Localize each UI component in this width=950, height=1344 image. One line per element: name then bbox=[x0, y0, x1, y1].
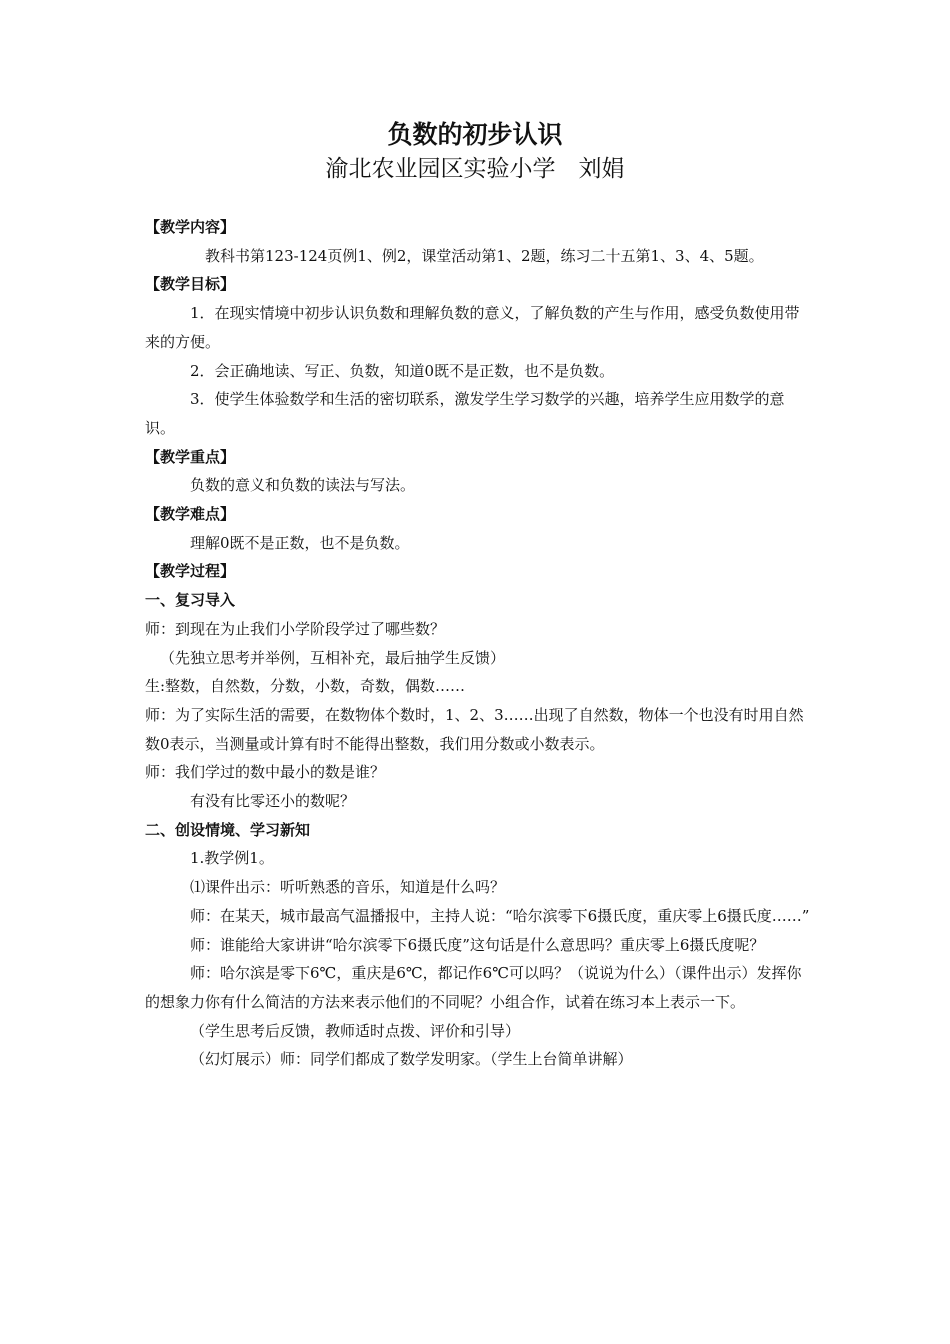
part1-line: 有没有比零还小的数呢？ bbox=[190, 792, 356, 811]
part1-line: （先独立思考并举例，互相补充，最后抽学生反馈） bbox=[160, 648, 506, 667]
content-paragraph: 教科书第123-124页例1、例2，课堂活动第1、2题，练习二十五第1、3、4、5题。 bbox=[205, 246, 764, 265]
section-heading-key: 【教学重点】 bbox=[145, 447, 236, 466]
goal-item: 1．在现实情境中初步认识负数和理解负数的意义，了解负数的产生与作用，感受负数使用带来的方便。 bbox=[145, 304, 800, 351]
goal-item: 2．会正确地读、写正、负数，知道0既不是正数，也不是负数。 bbox=[190, 361, 615, 380]
part2-line: 师：在某天，城市最高气温播报中，主持人说：“哈尔滨零下6摄氏度，重庆零上6摄氏度……” bbox=[190, 906, 810, 925]
goal-item: 3．使学生体验数学和生活的密切联系，激发学生学习数学的兴趣，培养学生应用数学的意识。 bbox=[145, 390, 785, 437]
part1-line: 师：我们学过的数中最小的数是谁？ bbox=[145, 763, 386, 782]
part1-line: 师：为了实际生活的需要，在数物体个数时，1、2、3……出现了自然数，物体一个也没有时用自然数0表示，当测量或计算有时不能得出整数，我们用分数或小数表示。 bbox=[145, 705, 804, 753]
part2-line: 1.教学例1。 bbox=[190, 849, 274, 868]
document-body bbox=[145, 213, 813, 1074]
part1-line: 生:整数，自然数，分数，小数，奇数，偶数…… bbox=[145, 677, 466, 696]
part2-line: ⑴课件出示：听听熟悉的音乐，知道是什么吗？ bbox=[190, 878, 506, 897]
key-paragraph: 负数的意义和负数的读法与写法。 bbox=[190, 476, 416, 495]
part2-line: （幻灯展示）师：同学们都成了数学发明家。（学生上台简单讲解） bbox=[190, 1050, 633, 1069]
document-title: 负数的初步认识 bbox=[387, 120, 563, 149]
part1-line: 师：到现在为止我们小学阶段学过了哪些数？ bbox=[145, 619, 446, 638]
section-heading-goals: 【教学目标】 bbox=[145, 275, 236, 294]
part2-line: 师：谁能给大家讲讲“哈尔滨零下6摄氏度”这句话是什么意思吗？重庆零上6摄氏度呢？ bbox=[190, 935, 765, 954]
section-heading-process: 【教学过程】 bbox=[145, 562, 236, 581]
section-heading-content: 【教学内容】 bbox=[145, 218, 236, 236]
part2-line: 师：哈尔滨是零下6℃，重庆是6℃，都记作6℃可以吗？（说说为什么）（课件出示）发挥你的想象力你有什么简洁的方法来表示他们的不同呢？小组合作，试着在练习本上表示一下。 bbox=[145, 964, 802, 1011]
document-subtitle: 渝北农业园区实验小学 刘娟 bbox=[325, 156, 625, 182]
part2-line: （学生思考后反馈，教师适时点拨、评价和引导） bbox=[190, 1021, 521, 1040]
difficulty-paragraph: 理解0既不是正数，也不是负数。 bbox=[190, 533, 410, 552]
part1-heading: 一、复习导入 bbox=[145, 591, 236, 610]
part2-heading: 二、创设情境、学习新知 bbox=[145, 820, 311, 839]
section-heading-difficulty: 【教学难点】 bbox=[145, 505, 236, 524]
